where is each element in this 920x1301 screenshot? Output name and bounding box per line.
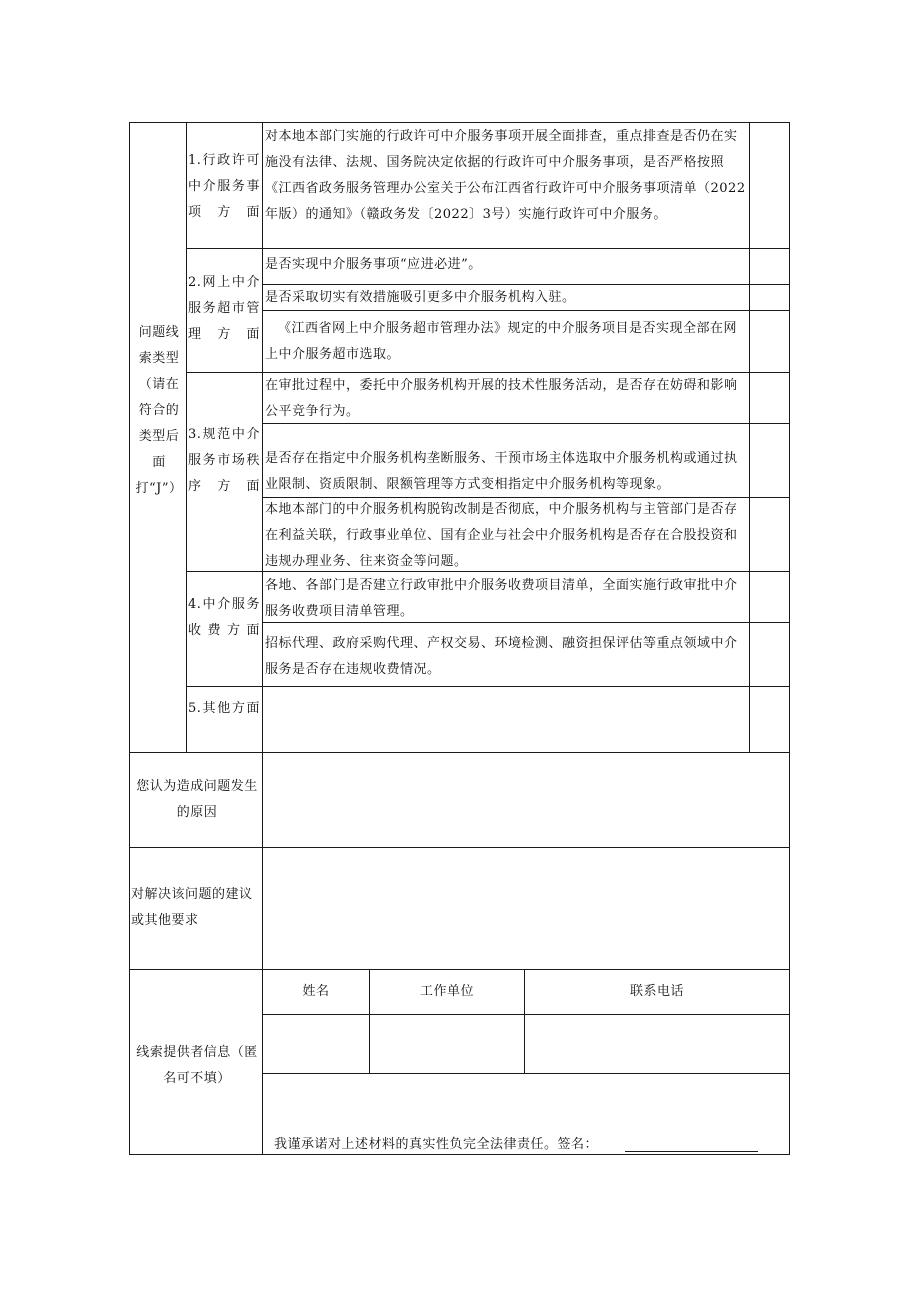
column-header-name: 姓名 (302, 984, 330, 999)
column-header-phone: 联系电话 (629, 984, 684, 999)
cause-label: 您认为造成问题发生的原因 (136, 779, 258, 820)
section-label-market-order: 3.规范中介服务市场秩序方面 (188, 427, 260, 494)
table-border-right (789, 122, 790, 1155)
item-text: 是否存在指定中介服务机构垄断服务、干预市场主体选取中介服务机构或通过执业限制、资质限制、限额管理等方式变相指定中介服务机构等现象。 (265, 451, 738, 492)
item-text: 招标代理、政府采购代理、产权交易、环境检测、融资担保评估等重点领域中介服务是否存在违规收费情况。 (265, 636, 738, 677)
column-header-unit: 工作单位 (419, 984, 474, 999)
phone-input[interactable] (526, 1016, 788, 1072)
unit-input[interactable] (371, 1016, 523, 1072)
check-cell[interactable] (751, 425, 788, 496)
category-header: 问题线索类型（请在符合的类型后面打“J”） (135, 325, 183, 496)
provider-label: 线索提供者信息（匿名可不填） (136, 1045, 258, 1086)
divider-h (262, 1073, 790, 1074)
item-text: 本地本部门的中介服务机构脱钩改制是否彻底，中介服务机构与主管部门是否存在利益关联，行政事业单位、国有企业与社会中介服务机构是否存在合股投资和违规办理业务、往来资金等问题。 (265, 502, 738, 569)
table-border-top (129, 122, 790, 123)
divider-v (749, 122, 750, 752)
check-cell[interactable] (751, 312, 788, 371)
name-input[interactable] (264, 1016, 368, 1072)
signature-line[interactable] (625, 1151, 758, 1152)
divider-h (129, 847, 790, 848)
section-label-other: 5.其他方面 (188, 701, 260, 716)
check-cell[interactable] (751, 250, 788, 283)
other-input-area[interactable] (264, 688, 748, 751)
suggestion-label: 对解决该问题的建议或其他要求 (131, 887, 253, 928)
check-cell[interactable] (751, 688, 788, 751)
table-border-left (129, 122, 130, 1155)
check-cell[interactable] (751, 374, 788, 422)
item-text: 《江西省网上中介服务超市管理办法》规定的中介服务项目是否实现全部在网上中介服务超市选取。 (265, 321, 738, 362)
divider-h (129, 752, 790, 753)
divider-h (186, 248, 790, 249)
check-cell[interactable] (751, 124, 788, 247)
section-label-permit: 1.行政许可中介服务事项方面 (188, 153, 260, 220)
item-text: 是否实现中介服务事项“应进必进”。 (265, 257, 482, 272)
check-cell[interactable] (751, 573, 788, 621)
divider-h (186, 686, 790, 687)
section-label-fees: 4.中介服务收费方面 (188, 597, 260, 638)
item-text: 各地、各部门是否建立行政审批中介服务收费项目清单，全面实施行政审批中介服务收费项目清单管理。 (265, 578, 738, 619)
pledge-text: 我谨承诺对上述材料的真实性负完全法律责任。签名： (274, 1137, 599, 1152)
section-label-supermarket: 2.网上中介服务超市管理方面 (188, 275, 260, 342)
divider-v (186, 122, 187, 752)
item-text: 在审批过程中，委托中介服务机构开展的技术性服务活动，是否存在妨碍和影响公平竞争行为。 (265, 378, 738, 419)
divider-h (262, 1014, 790, 1015)
item-text: 对本地本部门实施的行政许可中介服务事项开展全面排查，重点排查是否仍在实施没有法律、法规、国务院决定依据的行政许可中介服务事项，是否严格按照《江西省政务服务管理办公室关于公布江西省行政许可中介服务事项清单（2022年版）的通知》（赣政务发〔2022〕3号）实施行政许可中介服务。 (265, 129, 746, 222)
check-cell[interactable] (751, 499, 788, 570)
check-cell[interactable] (751, 624, 788, 685)
divider-h (129, 969, 790, 970)
item-text: 是否采取切实有效措施吸引更多中介服务机构入驻。 (265, 290, 576, 305)
check-cell[interactable] (751, 286, 788, 309)
suggestion-input-area[interactable] (264, 849, 788, 968)
cause-input-area[interactable] (264, 754, 788, 846)
